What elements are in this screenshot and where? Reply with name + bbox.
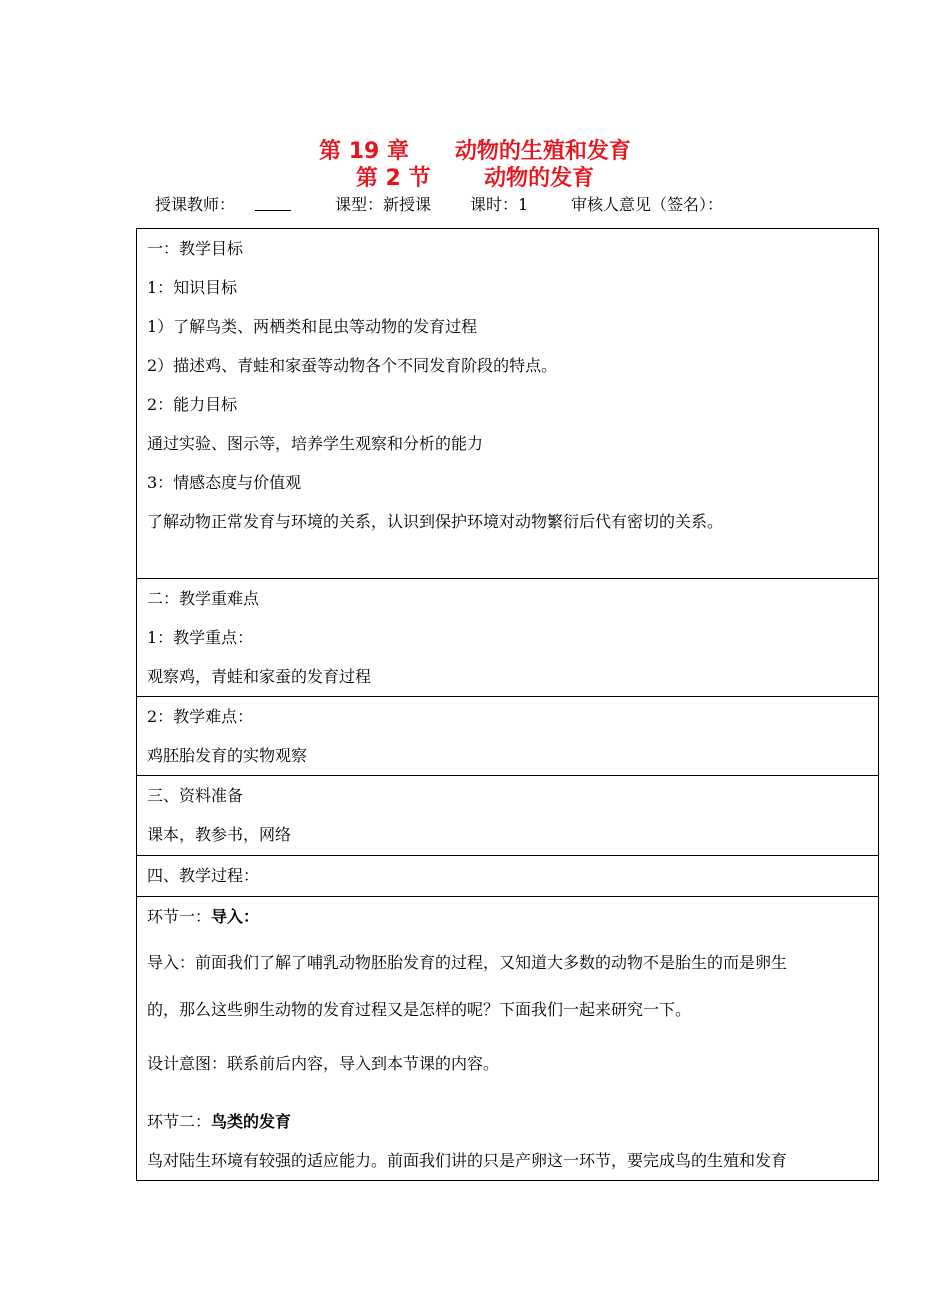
stage2-heading xyxy=(147,1102,878,1141)
process-heading: 四、教学过程： xyxy=(147,866,260,885)
ability-goal-label: 2：能力目标 xyxy=(147,395,238,414)
stages-row xyxy=(137,897,879,1181)
chapter-title: 第 19 章 动物的生殖和发育 xyxy=(319,139,631,164)
review-signature-label: 审核人意见（签名）： xyxy=(571,195,724,214)
process-row xyxy=(137,856,879,897)
key-points-heading: 二：教学重难点 xyxy=(147,589,260,608)
materials-heading: 三、资料准备 xyxy=(147,786,244,805)
materials-row xyxy=(137,776,879,856)
stage2-title: 鸟类的发育 xyxy=(211,1112,292,1131)
stage1-title: 导入： xyxy=(211,907,260,926)
class-hours: 课时：1 xyxy=(470,195,529,214)
stage1-design-intent: 设计意图：联系前后内容，导入到本节课的内容。 xyxy=(147,1054,500,1073)
spacer xyxy=(147,1029,878,1037)
emotion-goal: 了解动物正常发育与环境的关系，认识到保护环境对动物繁衍后代有密切的关系。 xyxy=(147,512,724,531)
teacher-name-blank xyxy=(255,210,291,211)
course-type: 课型：新授课 xyxy=(335,195,432,214)
key-points-row xyxy=(137,579,879,697)
stage2-prefix: 环节二： xyxy=(147,1112,212,1131)
difficulty-label: 2：教学难点： xyxy=(147,707,254,726)
ability-goal: 通过实验、图示等，培养学生观察和分析的能力 xyxy=(147,434,484,453)
stage1-heading xyxy=(147,897,878,936)
difficulty-text: 鸡胚胎发育的实物观察 xyxy=(147,746,308,765)
difficulty-row xyxy=(137,697,879,776)
spacer xyxy=(147,1091,878,1102)
focus-label: 1：教学重点： xyxy=(147,628,254,647)
stage1-line-1: 导入：前面我们了解了哺乳动物胚胎发育的过程，又知道大多数的动物不是胎生的而是卵生 xyxy=(147,953,788,972)
materials-text: 课本，教参书，网络 xyxy=(147,825,292,844)
emotion-goal-label: 3：情感态度与价值观 xyxy=(147,473,302,492)
knowledge-goal-2: 2）描述鸡、青蛙和家蚕等动物各个不同发育阶段的特点。 xyxy=(147,356,558,375)
lesson-plan-table xyxy=(136,228,879,1181)
stage2-line-1: 鸟对陆生环境有较强的适应能力。前面我们讲的只是产卵这一环节，要完成鸟的生殖和发育 xyxy=(147,1151,788,1170)
objectives-heading: 一：教学目标 xyxy=(147,239,244,258)
stage1-line-2: 的，那么这些卵生动物的发育过程又是怎样的呢？下面我们一起来研究一下。 xyxy=(147,1000,692,1019)
focus-text: 观察鸡，青蛙和家蚕的发育过程 xyxy=(147,667,372,686)
stage1-prefix: 环节一： xyxy=(147,907,212,926)
objectives-row xyxy=(137,229,879,579)
knowledge-goal-label: 1：知识目标 xyxy=(147,278,238,297)
section-title: 第 2 节 动物的发育 xyxy=(355,166,595,191)
knowledge-goal-1: 1）了解鸟类、两栖类和昆虫等动物的发育过程 xyxy=(147,317,478,336)
teacher-label: 授课教师： xyxy=(155,195,236,214)
